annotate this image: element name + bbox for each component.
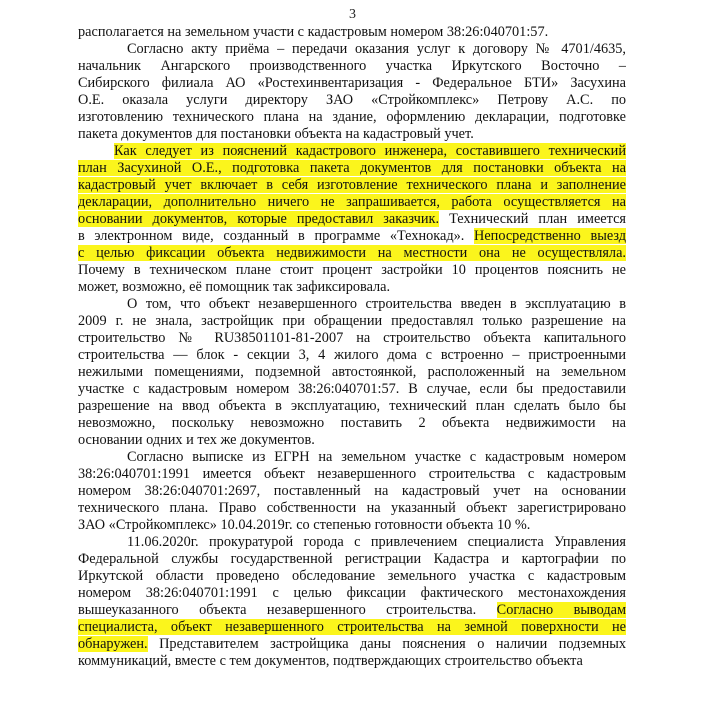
text-segment: пакета документов для постановки объекта на кадастровый учет. [78, 126, 474, 142]
text-line [78, 500, 626, 517]
highlighted-text: основании документов, которые предоставил заказчик. [78, 211, 440, 227]
text-line [78, 24, 626, 41]
text-segment: 2009 г. не знала, застройщик при обращении предоставлял только разрешение на [78, 313, 626, 329]
text-line [78, 160, 626, 177]
text-line [78, 262, 626, 279]
text-segment: Сибирского филиала АО «Ростехинвентаризация - Федеральное БТИ» Засухина [78, 75, 626, 91]
text-line [78, 568, 626, 585]
document-body [78, 24, 626, 670]
text-line [78, 602, 626, 619]
text-line [78, 364, 626, 381]
text-segment: Федеральной службы государственной регистрации Кадастра и картографии по [78, 551, 626, 567]
text-segment: Технический план имеется [439, 211, 626, 227]
highlighted-text: с целью фиксации объекта недвижимости на местности она не осуществляла. [78, 245, 626, 261]
text-segment: О том, что объект незавершенного строительства введен в эксплуатацию в [127, 296, 626, 312]
text-line [78, 194, 626, 211]
text-segment: начальник Ангарского производственного участка Иркутского Восточно – [78, 58, 626, 74]
text-segment: участке с кадастровым номером 38:26:040701:57. В случае, если бы предоставили [78, 381, 626, 397]
text-line [78, 483, 626, 500]
text-line [78, 109, 626, 126]
text-segment: располагается на земельном участи с кадастровым номером 38:26:040701:57. [78, 24, 549, 40]
text-segment: Согласно акту приёма – передачи оказания услуг к договору № 4701/4635, [127, 41, 626, 57]
highlighted-text: специалиста, объект незавершенного строительства на земной поверхности не [78, 619, 626, 635]
text-line [78, 534, 626, 551]
text-segment: невозможно, поскольку невозможно поставить 2 объекта недвижимости на [78, 415, 626, 431]
highlighted-text: Непосредственно выезд [474, 228, 626, 244]
text-line [78, 432, 626, 449]
text-line [78, 381, 626, 398]
text-segment: может, возможно, её помощник так зафиксировала. [78, 279, 391, 295]
text-line [78, 296, 626, 313]
text-segment: ЗАО «Стройкомплекс» 10.04.2019г. со степенью готовности объекта 10 %. [78, 517, 531, 533]
text-segment: 38:26:040701:1991 имеется объект незавершенного строительства с кадастровым [78, 466, 626, 482]
text-segment: основании одних и тех же документов. [78, 432, 315, 448]
text-line [78, 449, 626, 466]
text-line [78, 517, 626, 534]
text-line [78, 177, 626, 194]
text-segment: 11.06.2020г. прокуратурой города с привлечением специалиста Управления [127, 534, 626, 550]
text-line [78, 211, 626, 228]
text-line [78, 313, 626, 330]
text-line [78, 58, 626, 75]
highlighted-text: план Засухиной О.Е., подготовка пакета документов для постановки объекта на [78, 160, 626, 176]
highlighted-text: Согласно выводам [496, 602, 626, 618]
text-line [78, 126, 626, 143]
text-segment: номером 38:26:040701:1991 с целью фиксации фактического местонахождения [78, 585, 626, 601]
highlighted-text: Как следует из пояснений кадастрового инженера, составившего технический [114, 143, 626, 159]
highlighted-text: кадастровый учет включает в себя изготовление технического плана и заполнение [78, 177, 626, 193]
text-line [78, 143, 626, 160]
text-line [78, 398, 626, 415]
highlighted-text: декларации, дополнительно ничего не запрашивается, работа осуществляется на [78, 194, 626, 210]
text-line [78, 585, 626, 602]
text-line [78, 92, 626, 109]
text-segment: в электронном виде, созданный в программе «Технокад». [78, 228, 475, 244]
text-segment: нежилыми помещениями, подземной автостоянкой, расположенный на земельном [78, 364, 626, 380]
text-segment: строительства — блок - секции 3, 4 жилого дома с встроенно – пристроенными [78, 347, 626, 363]
text-line [78, 75, 626, 92]
text-segment: вышеуказанного объекта незавершенного строительства. [78, 602, 497, 618]
text-segment: номером 38:26:040701:2697, поставленный на кадастровый учет на основании [78, 483, 626, 499]
text-line [78, 551, 626, 568]
text-segment: Представителем застройщика даны пояснения о наличии подземных [147, 636, 626, 652]
text-segment: разрешение на ввод объекта в эксплуатацию, технический план сделать было бы [78, 398, 626, 414]
text-line [78, 245, 626, 262]
text-segment: технического плана. Право собственности на указанный объект зарегистрировано [78, 500, 626, 516]
text-segment: О.Е. оказала услуги директору ЗАО «Стройкомплекс» Петрову А.С. по [78, 92, 626, 108]
text-line [78, 347, 626, 364]
page-number: 3 [349, 7, 356, 22]
text-segment: Согласно выписке из ЕГРН на земельном участке с кадастровым номером [127, 449, 626, 465]
text-line [78, 415, 626, 432]
text-segment: строительство № RU38501101-81-2007 на строительство объекта капитального [78, 330, 626, 346]
text-line [78, 636, 626, 653]
text-line [78, 619, 626, 636]
highlighted-text: обнаружен. [78, 636, 148, 652]
text-segment: коммуникаций, вместе с тем документов, подтверждающих строительство объекта [78, 653, 583, 669]
text-segment: Почему в техническом плане стоит процент застройки 10 процентов пояснить не [78, 262, 626, 278]
text-segment: Иркутской области проведено обследование земельного участка с кадастровым [78, 568, 626, 584]
text-line [78, 330, 626, 347]
text-line [78, 653, 626, 670]
text-line [78, 466, 626, 483]
text-segment: изготовлению технического плана на здание, оформлению декларации, подготовке [78, 109, 626, 125]
text-line [78, 228, 626, 245]
text-line [78, 41, 626, 58]
text-line [78, 279, 626, 296]
